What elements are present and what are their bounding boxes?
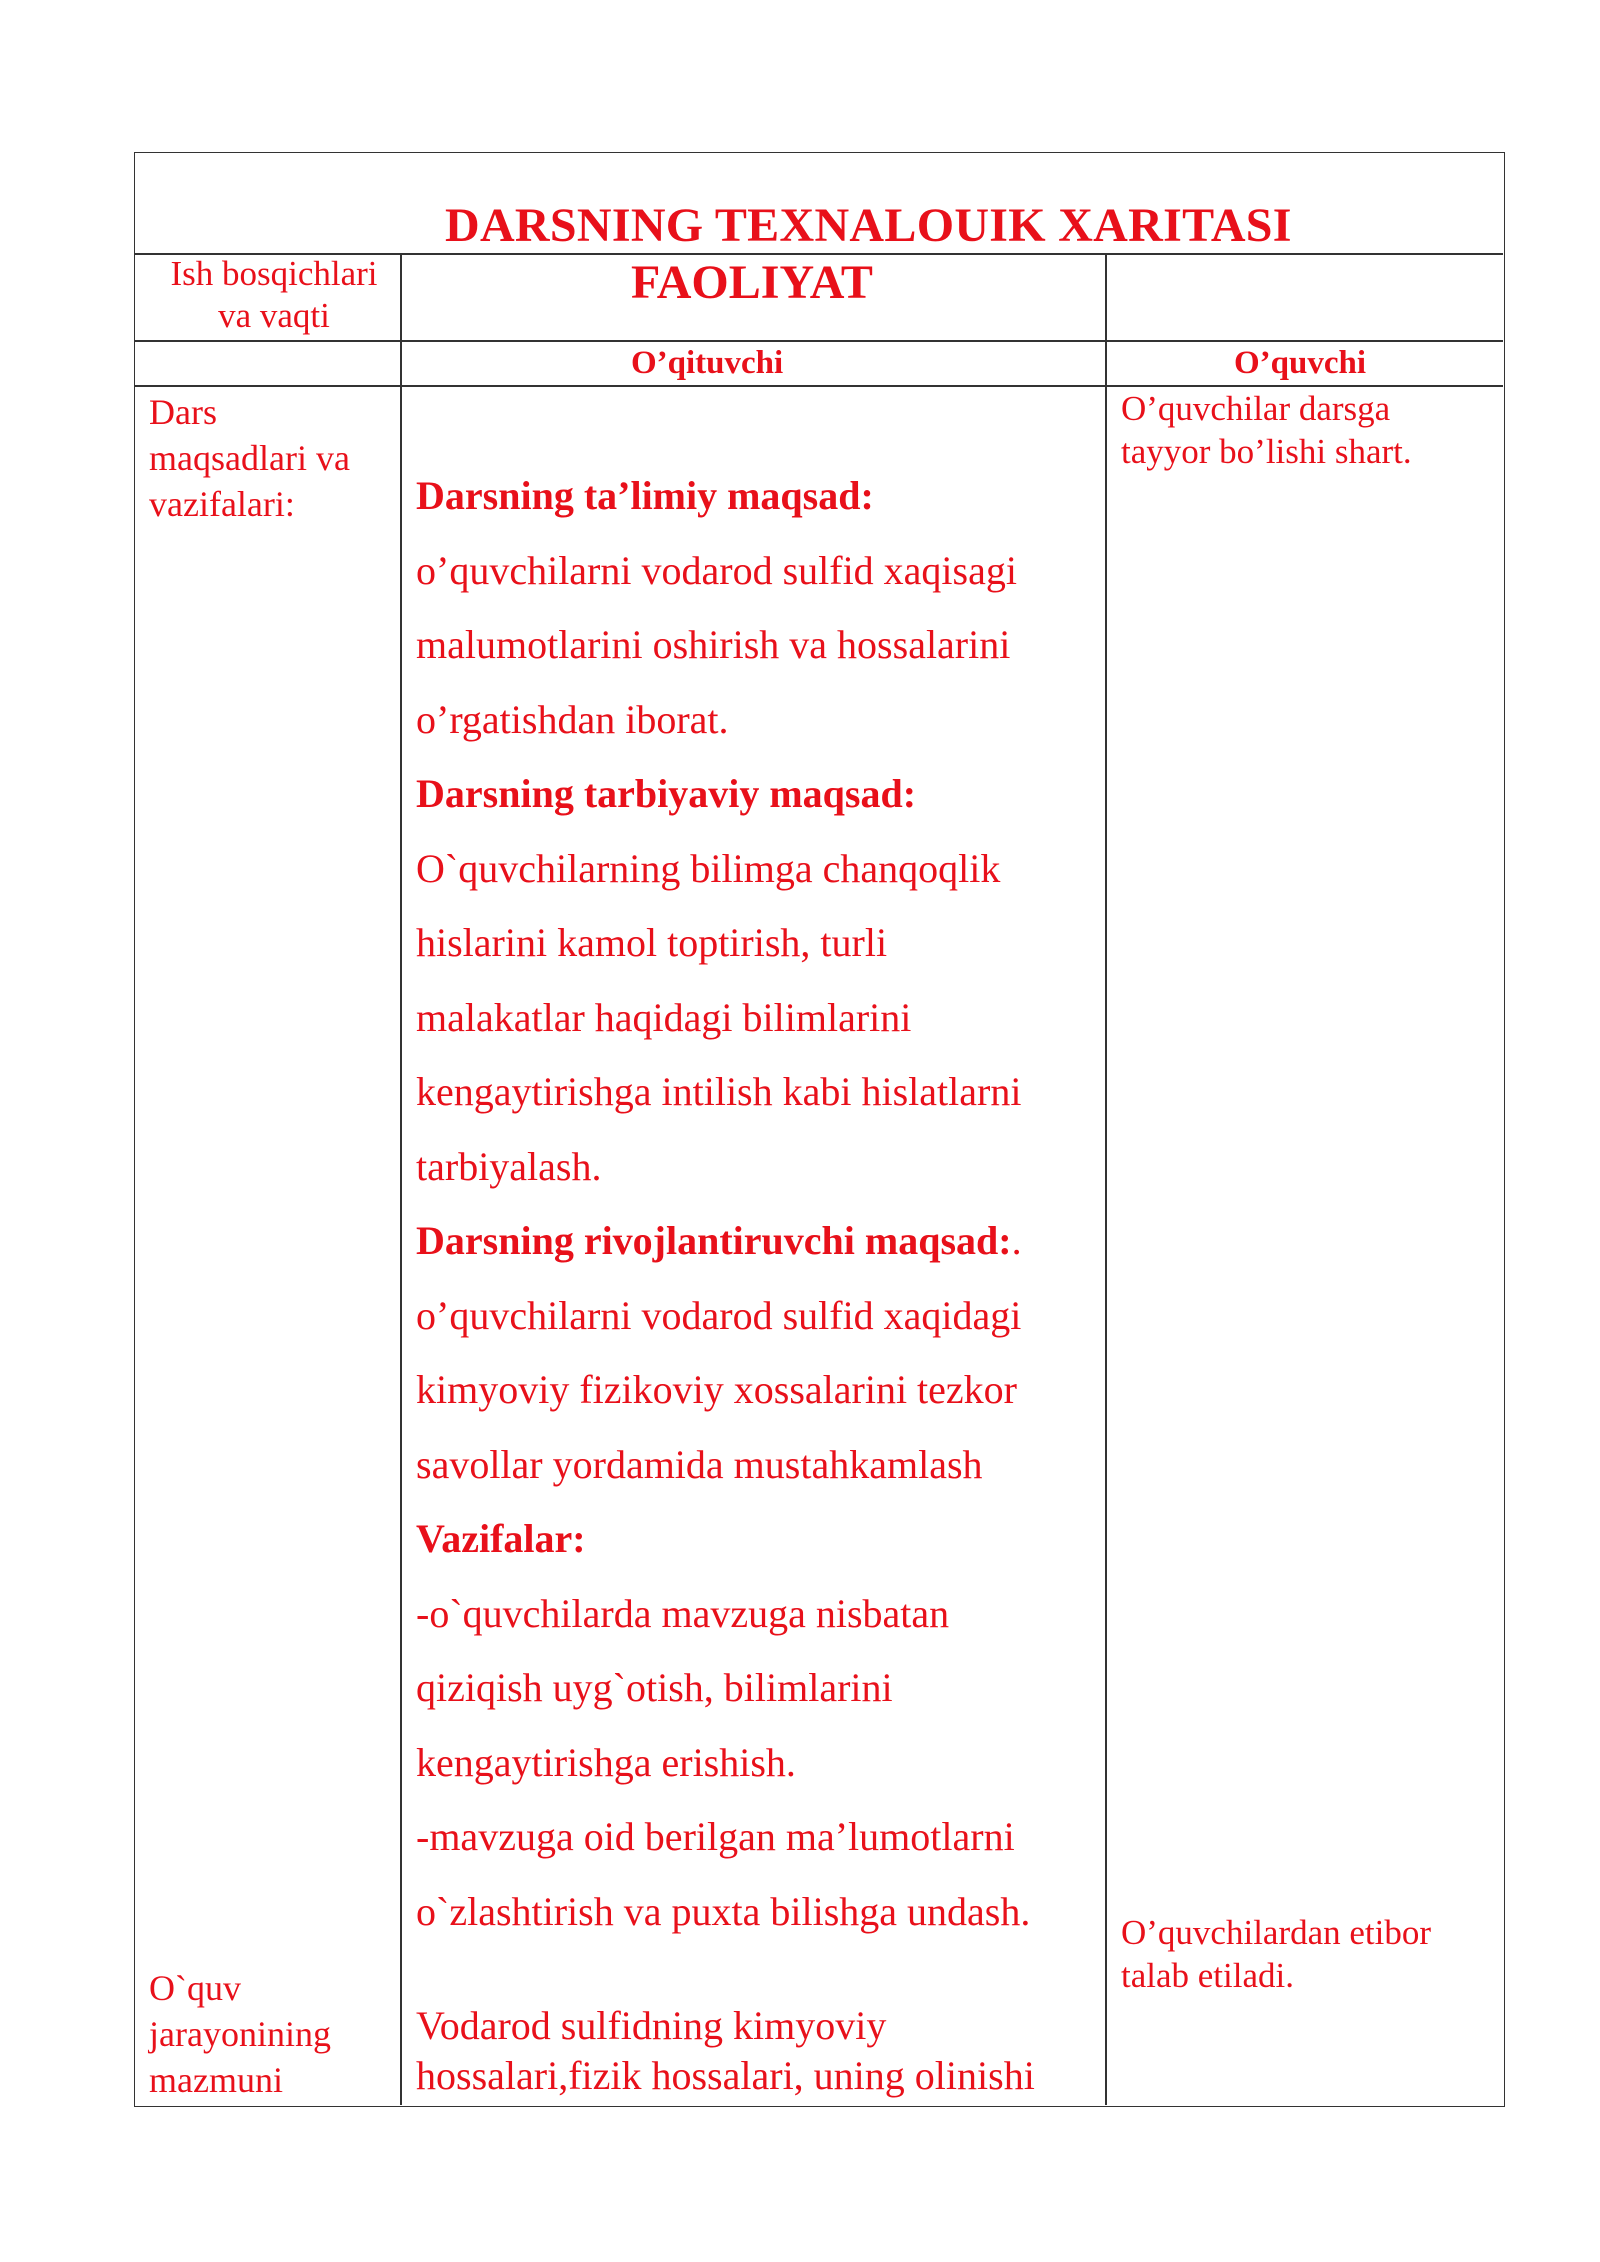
student-note-attention <box>1121 1911 1491 1997</box>
student-column-header: O’quvchi <box>1234 345 1367 381</box>
stage-header-line-2: va vaqti <box>218 296 330 335</box>
teacher-goals-text <box>416 459 1116 1949</box>
goal-text-line: kengaytirishga intilish kabi hislatlarni <box>416 1069 1022 1114</box>
goal-text-line: o’quvchilarni vodarod sulfid xaqidagi <box>416 1292 1022 1338</box>
col-divider-1 <box>400 253 402 2105</box>
stage-goals-line: maqsadlari va <box>149 438 350 478</box>
goal-heading-developmental <box>416 1204 1116 1279</box>
task-text-line: kengaytirishga erishish. <box>416 1739 796 1785</box>
stage-goals-line: vazifalari: <box>149 484 295 524</box>
stage-content-label <box>149 1965 399 2103</box>
goal-text-line: savollar yordamida mustahkamlash <box>416 1441 983 1487</box>
task-text-line: o`zlashtirish va puxta bilishga undash. <box>416 1888 1031 1934</box>
goal-text-line: o’rgatishdan iborat. <box>416 696 729 742</box>
goal-text-line: o’quvchilarni vodarod sulfid xaqisagi <box>416 547 1017 593</box>
goal-text-line: O`quvchilarning bilimga chanqoqlik <box>416 845 1001 891</box>
stage-column-header <box>149 253 399 337</box>
teacher-column-header: O’qituvchi <box>631 345 784 381</box>
stage-header-line-1: Ish bosqichlari <box>170 254 378 293</box>
task-text-line: -mavzuga oid berilgan ma’lumotlarni <box>416 1814 1015 1859</box>
goal-heading-upbringing: Darsning tarbiyaviy maqsad: <box>416 771 917 816</box>
stage-goals-label <box>149 389 399 527</box>
stage-content-line: mazmuni <box>149 2060 283 2100</box>
goal-heading-developmental-text: Darsning rivojlantiruvchi maqsad: <box>416 1218 1012 1263</box>
activity-heading: FAOLIYAT <box>631 256 873 309</box>
goal-heading-suffix: . <box>1011 1218 1022 1263</box>
goal-text-line: malakatlar haqidagi bilimlarini <box>416 994 912 1040</box>
goal-text-line: malumotlarini oshirish va hossalarini <box>416 622 1011 667</box>
content-text-line: Vodarod sulfidning kimyoviy <box>416 2003 887 2048</box>
page-title: DARSNING TEXNALOUIK XARITASI <box>445 199 1292 252</box>
goal-heading-educational: Darsning ta’limiy maqsad: <box>416 473 874 518</box>
tasks-heading: Vazifalar: <box>416 1516 586 1561</box>
stage-goals-line: Dars <box>149 392 217 432</box>
goal-text-line: hislarini kamol toptirish, turli <box>416 920 888 965</box>
task-text-line: -o`quvchilarda mavzuga nisbatan <box>416 1590 950 1636</box>
goal-text-line: kimyoviy fizikoviy xossalarini tezkor <box>416 1367 1017 1412</box>
student-note-line: O’quvchilardan etibor <box>1121 1913 1432 1952</box>
student-note-line: talab etiladi. <box>1121 1956 1294 1995</box>
stage-content-line: O`quv <box>149 1968 241 2008</box>
goal-text-line: tarbiyalash. <box>416 1143 602 1189</box>
task-text-line: qiziqish uyg`otish, bilimlarini <box>416 1665 893 1710</box>
student-note-line: tayyor bo’lishi shart. <box>1121 432 1412 471</box>
student-note-ready <box>1121 387 1491 473</box>
student-note-line: O’quvchilar darsga <box>1121 389 1391 428</box>
row-divider-faoliyat <box>135 340 1503 342</box>
stage-content-line: jarayonining <box>149 2014 331 2054</box>
lesson-content-text <box>416 2001 1116 2101</box>
content-text-line: hossalari,fizik hossalari, uning olinishi <box>416 2053 1035 2098</box>
lesson-map-table <box>134 152 1505 2107</box>
